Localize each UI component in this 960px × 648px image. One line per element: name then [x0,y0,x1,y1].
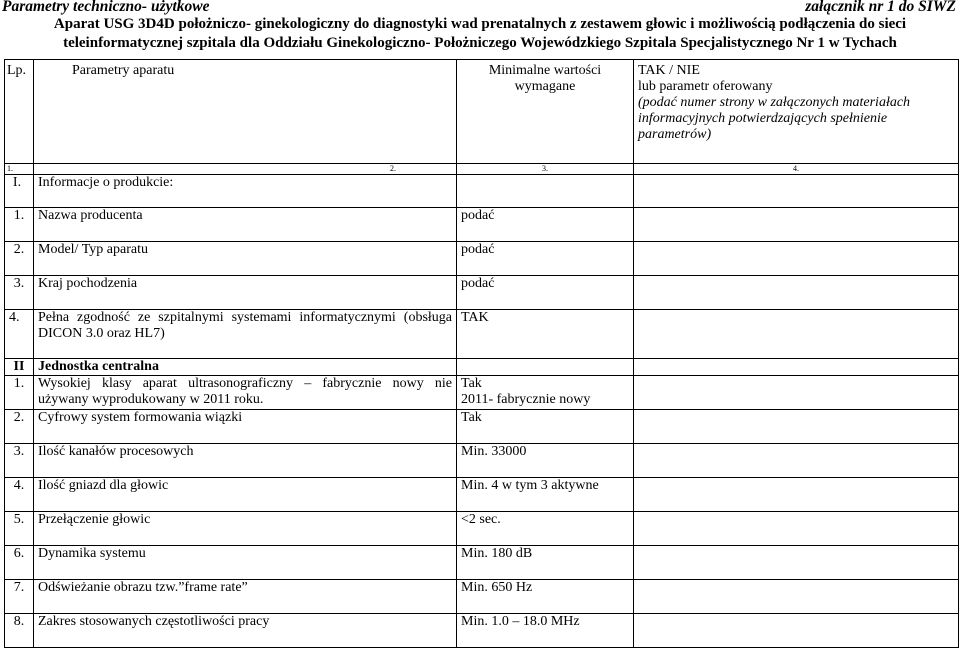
column-number-1: 1. [5,164,34,175]
row-offer-cell[interactable] [634,580,959,614]
row-number: 7. [5,580,34,614]
row-offer-cell[interactable] [634,614,959,648]
column-header-offer [634,60,959,164]
row-number: 4. [5,478,34,512]
row-min: TAK [457,310,634,359]
column-header-min-line2: wymagane [514,79,576,94]
row-min: Tak [457,410,634,444]
column-header-min-line1: Minimalne wartości [488,63,602,78]
section-title: Informacje o produkcie: [34,175,457,208]
row-number: 3. [5,444,34,478]
section-offer-empty [634,175,959,208]
column-header-offer-line1: TAK / NIE [638,63,700,78]
row-param: Kraj pochodzenia [34,276,457,310]
row-param: Ilość kanałów procesowych [34,444,457,478]
row-param: Ilość gniazd dla głowic [34,478,457,512]
column-header-lp: Lp. [5,60,34,164]
column-number-3: 3. [457,164,634,175]
row-param: Pełna zgodność ze szpitalnymi systemami informatycznymi (obsługa DICON 3.0 oraz HL7) [34,310,457,359]
row-min [457,376,634,410]
row-min: podać [457,276,634,310]
column-number-4: 4. [634,164,959,175]
table-row [5,208,959,242]
row-param: Odświeżanie obrazu tzw.”frame rate” [34,580,457,614]
row-offer-cell[interactable] [634,410,959,444]
table-row [5,478,959,512]
row-number: 6. [5,546,34,580]
row-min-line1: Tak [461,376,482,391]
row-number: 8. [5,614,34,648]
row-param: Zakres stosowanych częstotliwości pracy [34,614,457,648]
row-offer-cell[interactable] [634,276,959,310]
row-param: Dynamika systemu [34,546,457,580]
row-min: Min. 650 Hz [457,580,634,614]
row-min: podać [457,242,634,276]
column-header-min [457,60,634,164]
section-row-central-unit [5,359,959,376]
document-type-label: Parametry techniczno- użytkowe [2,0,210,15]
row-offer-cell[interactable] [634,208,959,242]
column-header-params-label: Parametry aparatu [72,63,175,78]
document-title-line-1: Aparat USG 3D4D położniczo- ginekologiczny do diagnostyki wad prenatalnych z zestawem głowic i możliwością podłączenia do sieci [53,16,907,32]
column-header-offer-line2: lub parametr oferowany [638,79,773,94]
row-number: 2. [5,242,34,276]
row-min: Min. 4 w tym 3 aktywne [457,478,634,512]
table-row [5,242,959,276]
row-min: podać [457,208,634,242]
column-number-2: 2. [34,164,457,175]
row-offer-cell[interactable] [634,546,959,580]
parameters-table [4,59,959,648]
row-param: Przełączenie głowic [34,512,457,546]
column-header-offer-hint: (podać numer strony w załączonych materiałach informacyjnych potwierdzających spełnienie parametrów) [638,95,911,142]
section-number: II [5,359,34,376]
row-param: Model/ Typ aparatu [34,242,457,276]
row-number: 1. [5,376,34,410]
row-min: Min. 180 dB [457,546,634,580]
row-number: 5. [5,512,34,546]
table-row [5,310,959,359]
row-param: Wysokiej klasy aparat ultrasonograficzny – fabrycznie nowy nie używany wyprodukowany w 2011 roku. [34,376,457,410]
row-number: 2. [5,410,34,444]
row-offer-cell[interactable] [634,310,959,359]
section-min-empty [457,175,634,208]
table-row [5,410,959,444]
column-number-row [5,164,959,175]
table-row [5,546,959,580]
section-offer-empty [634,359,959,376]
table-row [5,614,959,648]
table-row [5,444,959,478]
row-param: Cyfrowy system formowania wiązki [34,410,457,444]
row-min: <2 sec. [457,512,634,546]
table-row [5,580,959,614]
row-param: Nazwa producenta [34,208,457,242]
section-row-product-info [5,175,959,208]
row-offer-cell[interactable] [634,376,959,410]
row-number: 3. [5,276,34,310]
attachment-label: załącznik nr 1 do SIWZ [805,0,956,15]
row-min: Min. 33000 [457,444,634,478]
section-title: Jednostka centralna [34,359,457,376]
section-number: I. [5,175,34,208]
page-header [2,0,958,17]
column-header-params [34,60,457,164]
row-min: Min. 1.0 – 18.0 MHz [457,614,634,648]
row-number: 4. [5,310,34,359]
row-min-line2: 2011- fabrycznie nowy [461,392,591,407]
table-row [5,276,959,310]
table-row [5,512,959,546]
table-header-row [5,60,959,164]
row-offer-cell[interactable] [634,242,959,276]
row-offer-cell[interactable] [634,444,959,478]
table-row [5,376,959,410]
section-min-empty [457,359,634,376]
document-title-line-2: teleinformatycznej szpitala dla Oddziału Ginekologiczno- Położniczego Wojewódzkiego Szpitala Specjalistycznego Nr 1 w Tychach [63,35,897,51]
row-offer-cell[interactable] [634,512,959,546]
row-number: 1. [5,208,34,242]
row-offer-cell[interactable] [634,478,959,512]
